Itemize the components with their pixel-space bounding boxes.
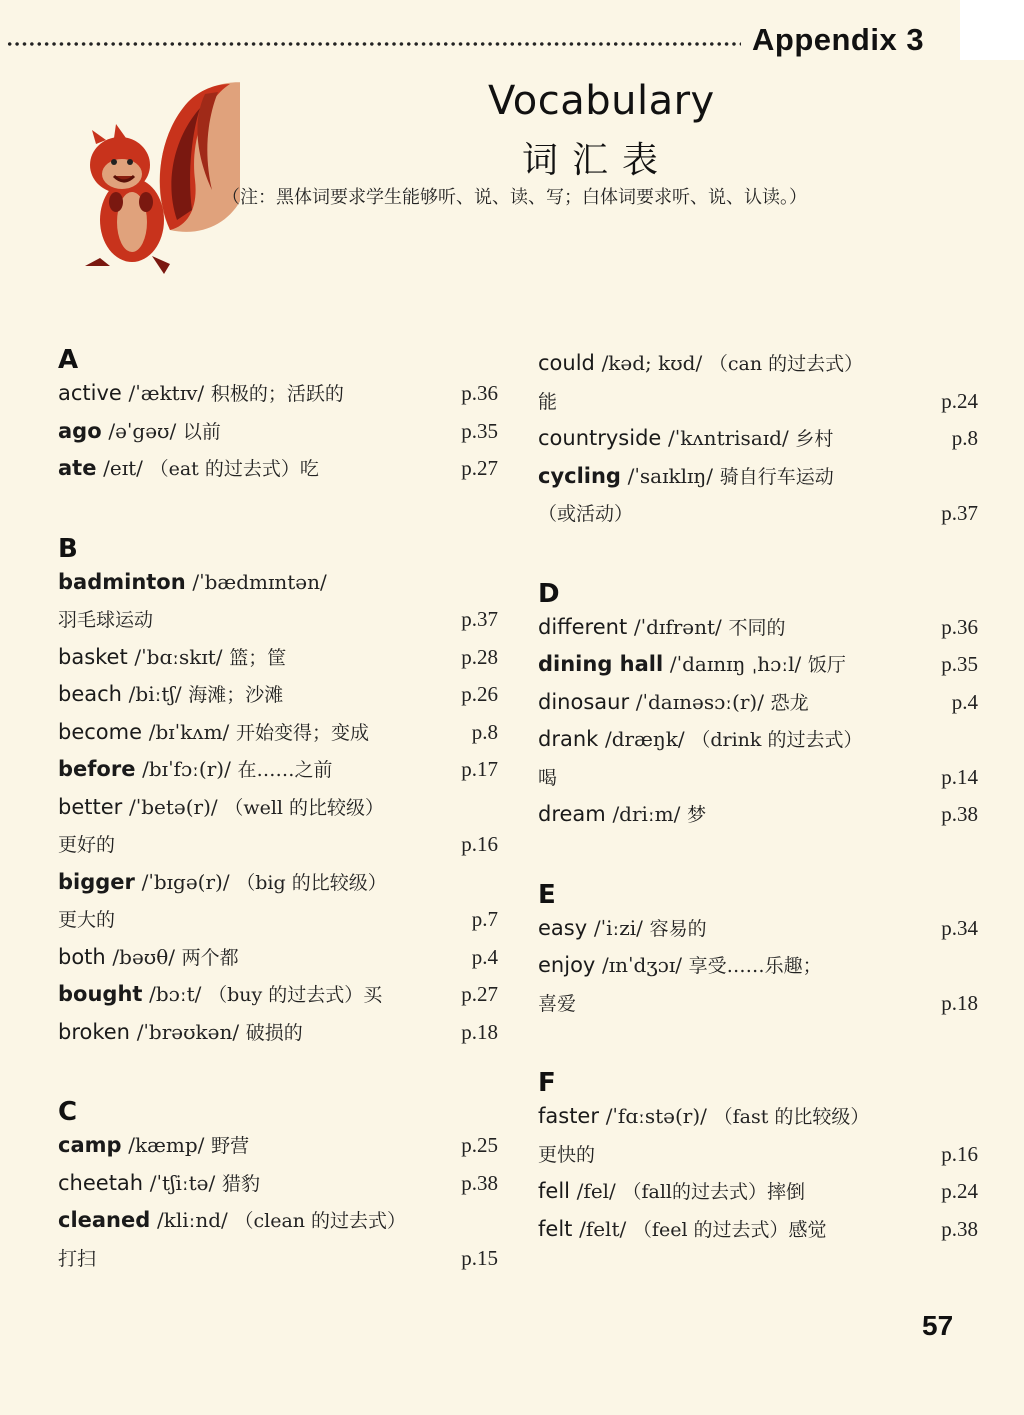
entry-page-ref: p.7 (471, 907, 498, 931)
entry-meaning: 海滩；沙滩 (188, 684, 284, 706)
entry-page-ref: p.14 (941, 764, 978, 789)
section-letter: F (538, 1068, 556, 1098)
right-column (538, 345, 978, 1248)
entry-meaning: 猎豹 (221, 1172, 260, 1195)
entry-meaning: 饭厅 (807, 654, 846, 676)
entry-phonetic: /ˈdɪfrənt/ (633, 614, 722, 639)
entry-phonetic: /kæmp/ (128, 1133, 205, 1157)
vocabulary-entry (58, 751, 498, 789)
entry-phonetic: /felt/ (579, 1216, 627, 1241)
entry-page-ref: p.8 (471, 719, 498, 744)
entry-page-ref: p.27 (461, 982, 498, 1006)
entry-word: become (58, 719, 143, 744)
entry-word: easy (538, 915, 588, 940)
entry-phonetic: /ɪnˈdʒɔɪ/ (602, 953, 682, 977)
entry-phonetic: /kəd; kʊd/ (601, 351, 703, 375)
vocabulary-entry (538, 420, 978, 458)
entry-phonetic: /ˈbɑːskɪt/ (134, 644, 223, 669)
entry-phonetic: /bɔːt/ (149, 982, 202, 1006)
vocabulary-entry (538, 759, 978, 797)
entry-page-ref: p.38 (461, 1170, 498, 1195)
entry-page-ref: p.15 (461, 1245, 498, 1270)
entry-word: countryside (538, 426, 662, 450)
vocabulary-entry (538, 1136, 978, 1174)
entry-phonetic: /fel/ (576, 1179, 616, 1203)
entry-meaning: 羽毛球运动 (58, 609, 154, 631)
entry-phonetic: /ˈiːzi/ (593, 915, 643, 940)
entry-page-ref: p.36 (461, 381, 498, 405)
entry-meaning: 打扫 (58, 1247, 97, 1270)
entry-page-ref: p.24 (941, 1179, 978, 1203)
vocabulary-entry (58, 789, 498, 827)
entry-word: enjoy (538, 953, 596, 977)
vocabulary-entry (538, 1211, 978, 1249)
entry-word: dining hall (538, 652, 664, 676)
page-header (0, 22, 960, 62)
entry-word: bigger (58, 869, 135, 894)
entry-phonetic: /ˈfɑːstə(r)/ (605, 1104, 707, 1128)
entry-word: ate (58, 456, 97, 480)
vocabulary-entry (538, 495, 978, 533)
entry-page-ref: p.8 (951, 426, 978, 450)
entry-word: dream (538, 802, 606, 826)
entry-page-ref: p.37 (941, 501, 978, 525)
entry-meaning: 积极的；活跃的 (210, 383, 344, 405)
entry-page-ref: p.35 (941, 652, 978, 676)
entry-page-ref: p.17 (461, 757, 498, 781)
vocabulary-entry (58, 826, 498, 864)
entry-word: better (58, 794, 123, 819)
entry-phonetic: /bɪˈkʌm/ (148, 719, 230, 744)
section-letter: D (538, 578, 560, 609)
entry-phonetic: /ˈdaɪnəsɔː(r)/ (635, 689, 764, 714)
entry-word: camp (58, 1133, 122, 1157)
section-a (58, 345, 498, 488)
entry-meaning: （well 的比较级） (224, 796, 385, 819)
entry-phonetic: /ˈbetə(r)/ (128, 794, 218, 819)
entry-meaning: 开始变得；变成 (235, 721, 369, 744)
entry-word: beach (58, 682, 122, 706)
entry-meaning: 享受……乐趣； (688, 955, 822, 977)
entry-meaning: 骑自行车运动 (719, 465, 834, 488)
entry-page-ref: p.16 (941, 1141, 978, 1166)
entry-page-ref: p.4 (471, 944, 498, 969)
entry-phonetic: /ˈbɪgə(r)/ (141, 869, 230, 894)
section-c (58, 1097, 498, 1277)
vocabulary-entry (538, 721, 978, 759)
vocabulary-entry (58, 564, 498, 602)
vocabulary-entry (58, 450, 498, 488)
entry-phonetic: /bəʊθ/ (112, 944, 175, 969)
entry-meaning: 破损的 (245, 1021, 303, 1044)
entry-page-ref: p.4 (951, 689, 978, 714)
entry-phonetic: /driːm/ (612, 802, 681, 826)
section-letter: A (58, 345, 79, 375)
entry-phonetic: /eɪt/ (103, 456, 143, 480)
entry-meaning: 梦 (687, 804, 707, 826)
vocabulary-entry (58, 375, 498, 413)
vocabulary-entry (538, 609, 978, 647)
appendix-label: Appendix 3 (752, 22, 925, 57)
vocabulary-entry (58, 1165, 498, 1203)
entry-page-ref: p.34 (941, 915, 978, 940)
entry-phonetic: /ˈtʃiːtə/ (149, 1170, 216, 1195)
entry-meaning: 更大的 (58, 909, 116, 931)
vocabulary-entry (58, 639, 498, 677)
entry-meaning: （can 的过去式） (708, 353, 864, 375)
entry-phonetic: /ˈbædmɪntən/ (192, 569, 327, 594)
vocabulary-entry (58, 901, 498, 939)
entry-meaning: 更快的 (538, 1143, 596, 1166)
entry-word: ago (58, 418, 102, 443)
vocabulary-entry (538, 458, 978, 496)
vocabulary-entry (538, 684, 978, 722)
entry-meaning: 两个都 (181, 946, 239, 969)
entry-meaning: 篮；筐 (229, 646, 287, 669)
entry-phonetic: /biːtʃ/ (128, 682, 182, 706)
entry-phonetic: /ˈbrəʊkən/ (136, 1019, 240, 1044)
squirrel-illustration (40, 70, 240, 280)
vocabulary-entry (58, 413, 498, 451)
entry-phonetic: /bɪˈfɔː(r)/ (142, 757, 231, 781)
entry-word: felt (538, 1216, 573, 1241)
entry-meaning: 在……之前 (237, 759, 333, 781)
entry-page-ref: p.18 (461, 1019, 498, 1044)
entry-page-ref: p.38 (941, 802, 978, 826)
page-number: 57 (922, 1310, 954, 1341)
entry-phonetic: /kliːnd/ (156, 1208, 228, 1232)
vocabulary-entry (58, 1127, 498, 1165)
entry-meaning: （buy 的过去式）买 (208, 984, 383, 1006)
entry-word: bought (58, 982, 143, 1006)
entry-page-ref: p.36 (941, 614, 978, 639)
entry-phonetic: /ˈdaɪnɪŋ ˌhɔːl/ (669, 652, 802, 676)
page-title-english: Vocabulary (488, 78, 715, 124)
entry-meaning: （feel 的过去式）感觉 (632, 1218, 827, 1241)
section-f (538, 1068, 978, 1248)
entry-word: could (538, 351, 595, 375)
vocabulary-note: （注：黑体词要求学生能够听、说、读、写；白体词要求听、说、认读。） (222, 187, 807, 208)
entry-page-ref: p.24 (941, 388, 978, 413)
section-letter: C (58, 1097, 78, 1127)
entry-page-ref: p.26 (461, 682, 498, 706)
section-b (58, 534, 498, 1052)
vocabulary-entry (58, 864, 498, 902)
dotted-leader (6, 42, 741, 46)
entry-word: cleaned (58, 1208, 151, 1232)
entry-phonetic: /ˈsaɪklɪŋ/ (627, 463, 714, 488)
entry-page-ref: p.28 (461, 644, 498, 669)
vocabulary-entry (538, 985, 978, 1023)
vocabulary-entry (58, 1014, 498, 1052)
entry-meaning: （eat 的过去式）吃 (149, 458, 319, 480)
entry-page-ref: p.37 (461, 607, 498, 631)
entry-page-ref: p.18 (941, 990, 978, 1015)
entry-word: before (58, 757, 136, 781)
vocabulary-entry (58, 939, 498, 977)
entry-word: dinosaur (538, 689, 630, 714)
section-letter: E (538, 879, 556, 910)
entry-word: active (58, 381, 122, 405)
entry-phonetic: /ˈkʌntrisaɪd/ (668, 426, 789, 450)
vocabulary-entry (58, 601, 498, 639)
entry-meaning: 喝 (538, 766, 558, 789)
entry-meaning: 恐龙 (770, 691, 809, 714)
entry-meaning: （或活动） (538, 503, 634, 525)
entry-page-ref: p.38 (941, 1216, 978, 1241)
entry-meaning: 喜爱 (538, 992, 577, 1015)
entry-meaning: （clean 的过去式） (234, 1210, 407, 1232)
entry-word: different (538, 614, 628, 639)
entry-word: fell (538, 1179, 570, 1203)
vocabulary-entry (58, 676, 498, 714)
entry-word: both (58, 944, 106, 969)
vocabulary-entry (538, 383, 978, 421)
entry-page-ref: p.27 (461, 456, 498, 480)
vocabulary-entry (538, 910, 978, 948)
entry-phonetic: /əˈgəʊ/ (108, 418, 177, 443)
entry-word: badminton (58, 569, 186, 594)
vocabulary-entry (538, 947, 978, 985)
entry-meaning: 更好的 (58, 834, 116, 856)
entry-page-ref: p.16 (461, 832, 498, 856)
section-d (538, 579, 978, 834)
section-c-continued (538, 345, 978, 533)
entry-page-ref: p.35 (461, 418, 498, 443)
entry-meaning: （drink 的过去式） (691, 729, 863, 751)
vocabulary-entry (538, 1173, 978, 1211)
page-title-chinese: 词汇表 (522, 140, 673, 181)
entry-word: basket (58, 644, 128, 669)
vocabulary-entry (538, 646, 978, 684)
entry-meaning: 不同的 (728, 616, 786, 639)
page-corner (960, 0, 1024, 60)
entry-meaning: 乡村 (795, 428, 834, 450)
section-letter: B (58, 533, 78, 564)
section-e (538, 880, 978, 1023)
entry-word: faster (538, 1104, 599, 1128)
entry-meaning: 容易的 (649, 917, 707, 940)
vocabulary-entry (538, 345, 978, 383)
entry-meaning: （fall的过去式）摔倒 (622, 1181, 805, 1203)
vocabulary-entry (58, 1202, 498, 1240)
entry-word: drank (538, 727, 599, 751)
entry-word: broken (58, 1019, 130, 1044)
entry-word: cheetah (58, 1170, 144, 1195)
vocabulary-entry (538, 796, 978, 834)
entry-phonetic: /ˈæktɪv/ (128, 381, 205, 405)
entry-page-ref: p.25 (461, 1133, 498, 1157)
vocabulary-entry (58, 976, 498, 1014)
vocabulary-entry (58, 1240, 498, 1278)
entry-word: cycling (538, 463, 621, 488)
vocabulary-entry (58, 714, 498, 752)
entry-meaning: 能 (538, 390, 558, 413)
entry-phonetic: /dræŋk/ (605, 727, 685, 751)
vocabulary-entry (538, 1098, 978, 1136)
left-column (58, 345, 498, 1277)
entry-meaning: 以前 (182, 420, 221, 443)
entry-meaning: （big 的比较级） (236, 871, 387, 894)
entry-meaning: （fast 的比较级） (713, 1106, 870, 1128)
entry-meaning: 野营 (211, 1135, 250, 1157)
